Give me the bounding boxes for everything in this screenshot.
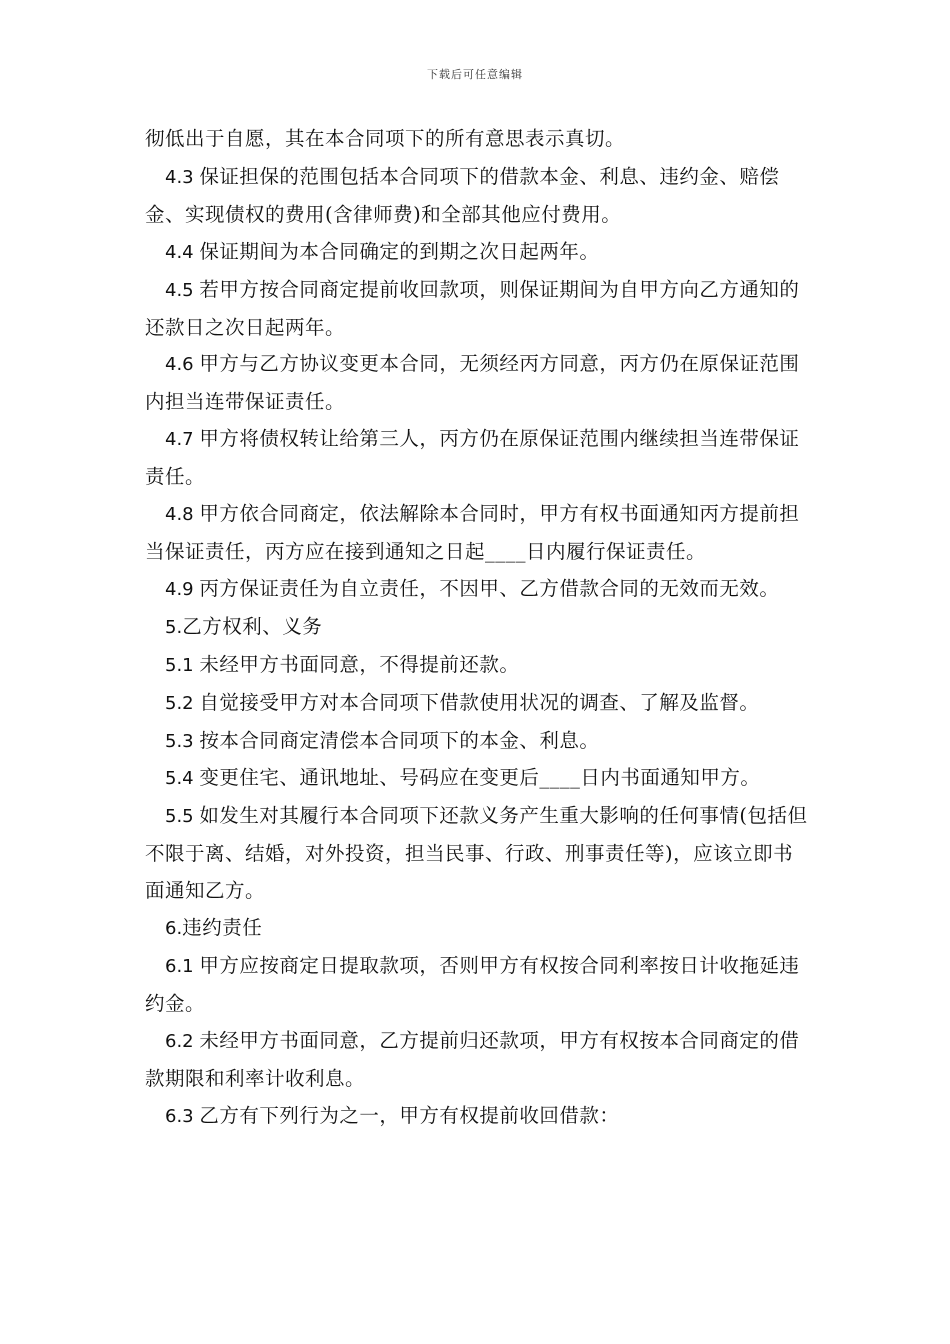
clause-number: 4.3	[165, 166, 200, 188]
clause-number: 5.4	[165, 768, 200, 790]
section-title: 违约责任	[182, 916, 263, 940]
clause-text: 未经甲方书面同意，乙方提前归还款项，甲方有权按本合同商定的借款期限和利率计收利息。	[145, 1028, 800, 1090]
clause-number: 5.3	[165, 730, 200, 752]
clause-5-3	[145, 723, 813, 761]
clause-text: 保证担保的范围包括本合同项下的借款本金、利息、违约金、赔偿金、实现债权的费用(含律师费)和全部其他应付费用。	[145, 164, 780, 226]
paragraph-continuation	[145, 121, 813, 159]
clause-text: 甲方应按商定日提取款项，否则甲方有权按合同利率按日计收拖延违约金。	[145, 953, 800, 1015]
clause-number: 6.3	[165, 1105, 200, 1127]
clause-number: 5.5	[165, 806, 200, 828]
section-number: 6.	[165, 918, 183, 940]
document-body	[145, 121, 813, 1135]
clause-number: 4.4	[165, 241, 200, 263]
clause-number: 5.2	[165, 692, 200, 714]
page-header	[0, 66, 950, 82]
clause-5-2	[145, 685, 813, 723]
clause-4-5	[145, 272, 813, 347]
clause-text: 按本合同商定清偿本合同项下的本金、利息。	[199, 728, 600, 752]
clause-text: 如发生对其履行本合同项下还款义务产生重大影响的任何事情(包括但不限于离、结婚，对外投资，担当民事、行政、刑事责任等)，应该立即书面通知乙方。	[145, 804, 808, 903]
section-6-heading	[145, 910, 813, 948]
clause-5-4	[145, 760, 813, 798]
clause-5-1	[145, 647, 813, 685]
clause-4-4	[145, 234, 813, 272]
clause-number: 4.9	[165, 578, 200, 600]
clause-number: 6.1	[165, 955, 200, 977]
clause-text: 甲方将债权转让给第三人，丙方仍在原保证范围内继续担当连带保证责任。	[145, 427, 800, 489]
clause-text: 丙方保证责任为自立责任，不因甲、乙方借款合同的无效而无效。	[199, 576, 780, 600]
clause-number: 4.6	[165, 354, 200, 376]
section-title: 乙方权利、义务	[182, 614, 323, 638]
clause-number: 4.7	[165, 429, 200, 451]
clause-5-5	[145, 798, 813, 910]
clause-text: 未经甲方书面同意，不得提前还款。	[199, 652, 520, 676]
clause-text: 自觉接受甲方对本合同项下借款使用状况的调查、了解及监督。	[199, 690, 760, 714]
clause-text: 乙方有下列行为之一，甲方有权提前收回借款：	[199, 1103, 620, 1127]
clause-4-7	[145, 421, 813, 496]
clause-4-8	[145, 496, 813, 571]
clause-4-9	[145, 571, 813, 609]
clause-text: 保证期间为本合同确定的到期之次日起两年。	[199, 239, 600, 263]
clause-number: 6.2	[165, 1030, 200, 1052]
section-5-heading	[145, 609, 813, 647]
clause-text: 甲方依合同商定，依法解除本合同时，甲方有权书面通知丙方提前担当保证责任，丙方应在接到通知之日起____日内履行保证责任。	[145, 502, 800, 563]
clause-4-3	[145, 159, 813, 234]
clause-6-2	[145, 1023, 813, 1098]
section-number: 5.	[165, 616, 183, 638]
page-header-text: 下载后可任意编辑	[427, 68, 523, 81]
clause-6-3	[145, 1098, 813, 1136]
clause-number: 4.5	[165, 279, 200, 301]
clause-4-6	[145, 346, 813, 421]
clause-text: 甲方与乙方协议变更本合同，无须经丙方同意，丙方仍在原保证范围内担当连带保证责任。	[145, 352, 800, 414]
clause-6-1	[145, 948, 813, 1023]
clause-text: 变更住宅、通讯地址、号码应在变更后____日内书面通知甲方。	[199, 766, 761, 790]
clause-number: 5.1	[165, 654, 200, 676]
clause-text: 若甲方按合同商定提前收回款项，则保证期间为自甲方向乙方通知的还款日之次日起两年。	[145, 277, 800, 339]
clause-number: 4.8	[165, 504, 200, 526]
clause-text: 彻低出于自愿，其在本合同项下的所有意思表示真切。	[145, 127, 626, 150]
